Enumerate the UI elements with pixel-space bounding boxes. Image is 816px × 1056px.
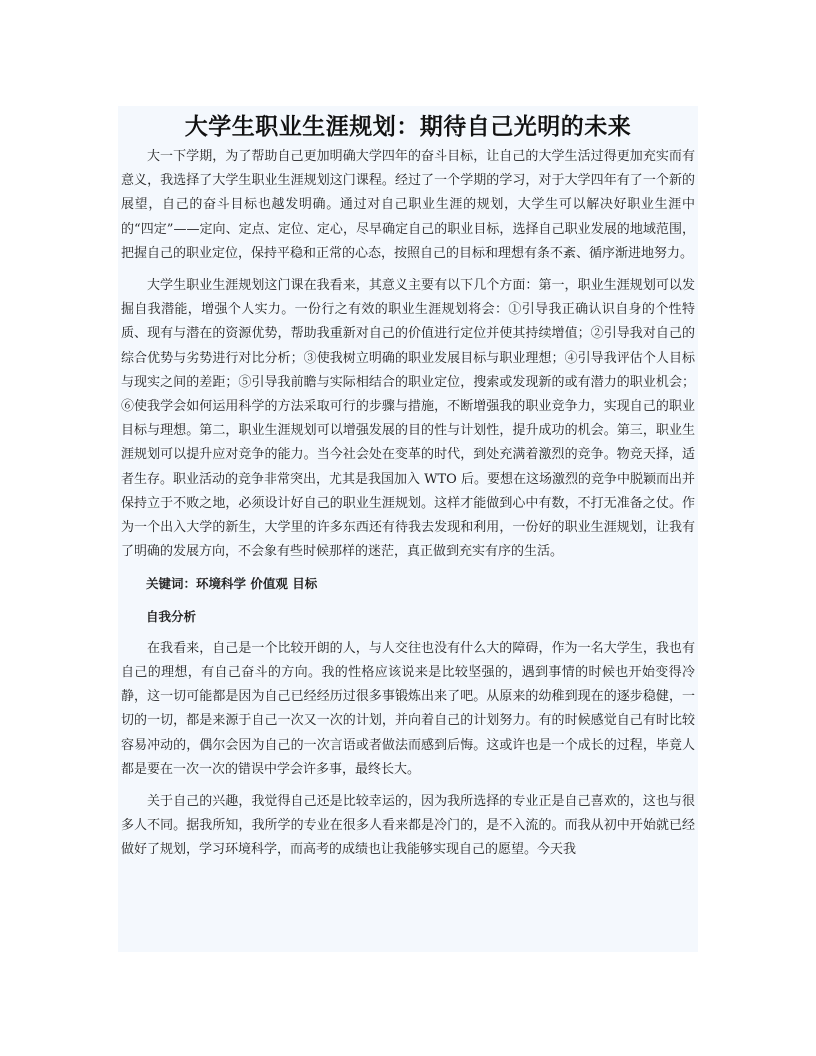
paragraph-self-analysis: 在我看来，自己是一个比较开朗的人，与人交往也没有什么大的障碍，作为一名大学生，我也有自己的理想，有自己奋斗的方向。我的性格应该说来是比较坚强的，遇到事情的时候也开始变得冷静，这一切可能都是因为自己已经经历过很多事锻炼出来了吧。从原来的幼稚到现在的逐步稳健，一切的一切，都是来源于自己一次又一次的计划，并向着自己的计划努力。有的时候感觉自己有时比较容易冲动的，偶尔会因为自己的一次言语或者做法而感到后悔。这或许也是一个成长的过程，毕竟人都是要在一次一次的错误中学会许多事，最终长大。 <box>121 640 695 777</box>
paragraph-intro: 大一下学期，为了帮助自己更加明确大学四年的奋斗目标，让自己的大学生活过得更加充实而有意义，我选择了大学生职业生涯规划这门课程。经过了一个学期的学习，对于大学四年有了一个新的展望，自己的奋斗目标也越发明确。通过对自己职业生涯的规划，大学生可以解决好职业生涯中的“四定”——定向、定点、定位、定心，尽早确定自己的职业目标，选择自己职业发展的地域范围，把握自己的职业定位，保持平稳和正常的心态，按照自己的目标和理想有条不紊、循序渐进地努力。 <box>121 149 695 261</box>
document-title: 大学生职业生涯规划：期待自己光明的未来 <box>184 114 632 140</box>
keywords-line: 关键词：环境科学 价值观 目标 <box>146 576 318 592</box>
paragraph-significance: 大学生职业生涯规划这门课在我看来，其意义主要有以下几个方面：第一，职业生涯规划可以发掘自我潜能，增强个人实力。一份行之有效的职业生涯规划将会：①引导我正确认识自身的个性特质、现有与潜在的资源优势，帮助我重新对自己的价值进行定位并使其持续增值；②引导我对自己的综合优势与劣势进行对比分析；③使我树立明确的职业发展目标与职业理想；④引导我评估个人目标与现实之间的差距；⑤引导我前瞻与实际相结合的职业定位，搜索或发现新的或有潜力的职业机会；⑥使我学会如何运用科学的方法采取可行的步骤与措施，不断增强我的职业竞争力，实现自己的职业目标与理想。第二，职业生涯规划可以增强发展的目的性与计划性，提升成功的机会。第三，职业生涯规划可以提升应对竞争的能力。当今社会处在变革的时代，到处充满着激烈的竞争。物竞天择，适者生存。职业活动的竞争非常突出，尤其是我国加入 WTO 后。要想在这场激烈的竞争中脱颖而出并保持立于不败之地，必须设计好自己的职业生涯规划。这样才能做到心中有数，不打无准备之仗。作为一个出入大学的新生，大学里的许多东西还有待我去发现和利用，一份好的职业生涯规划，让我有了明确的发展方向，不会象有些时候那样的迷茫，真正做到充实有序的生活。 <box>121 278 695 560</box>
document-body <box>118 106 698 952</box>
section-heading-self-analysis: 自我分析 <box>146 608 197 624</box>
paragraph-interests: 关于自己的兴趣，我觉得自己还是比较幸运的，因为我所选择的专业正是自己喜欢的，这也与很多人不同。据我所知，我所学的专业在很多人看来都是冷门的，是不入流的。而我从初中开始就已经做好了规划，学习环境科学，而高考的成绩也让我能够实现自己的愿望。今天我 <box>121 794 695 858</box>
